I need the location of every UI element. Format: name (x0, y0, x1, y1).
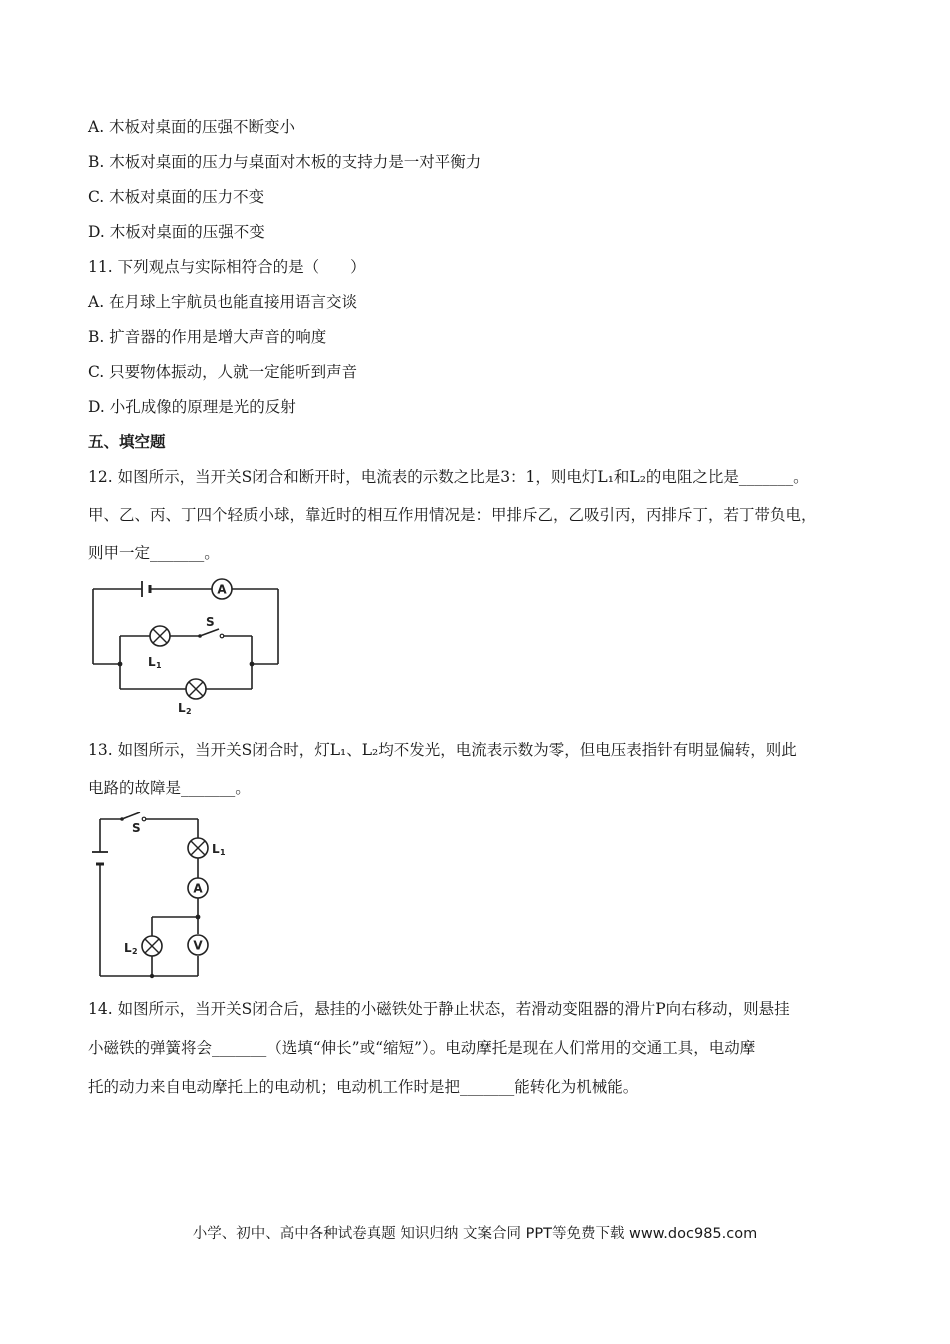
question-12-line-2: 甲、乙、丙、丁四个轻质小球，靠近时的相互作用情况是：甲排斥乙，乙吸引丙，丙排斥丁，若丁带负电， (88, 506, 817, 524)
lamp-l2-label: L (178, 701, 186, 715)
page-footer: 小学、初中、高中各种试卷真题 知识归纳 文案合同 PPT等免费下载 www.doc985.com (192, 1226, 758, 1242)
question-14-line-2: 小磁铁的弹簧将会_______（选填“伸长”或“缩短”）。电动摩托是现在人们常用的交通工具，电动摩 (88, 1039, 756, 1057)
lamp-l1-symbol (150, 626, 170, 646)
option-b-q10: B. 木板对桌面的压力与桌面对木板的支持力是一对平衡力 (88, 153, 482, 171)
ammeter-symbol (212, 579, 232, 599)
voltmeter-symbol-q13 (188, 935, 208, 955)
lamp-l2-subscript: 2 (186, 707, 192, 716)
lamp-l2-subscript-q13: 2 (132, 947, 138, 956)
question-13-line-1: 13. 如图所示，当开关S闭合时，灯L₁、L₂均不发光，电流表示数为零，但电压表指针有明显偏转，则此 (88, 741, 797, 759)
lamp-l1-label-q13: L (212, 842, 220, 856)
switch-label-q13: S (132, 821, 141, 835)
option-c-q10: C. 木板对桌面的压力不变 (88, 188, 265, 206)
option-c-q11: C. 只要物体振动，人就一定能听到声音 (88, 363, 358, 381)
lamp-l1-subscript: 1 (156, 661, 162, 670)
battery-symbol (142, 581, 150, 597)
question-13-line-2: 电路的故障是_______。 (88, 779, 251, 797)
switch-label: S (206, 615, 215, 629)
circuit-diagram-q13 (88, 812, 248, 982)
section-title: 五、填空题 (88, 433, 166, 451)
lamp-l1-subscript-q13: 1 (220, 848, 226, 857)
lamp-l2-symbol (186, 679, 206, 699)
circuit-diagram-q12 (88, 576, 288, 718)
ammeter-label-q13: A (193, 881, 203, 896)
lamp-l2-symbol-q13 (142, 936, 162, 956)
question-11-stem: 11. 下列观点与实际相符合的是（ ） (88, 258, 366, 276)
option-a-q11: A. 在月球上宇航员也能直接用语言交谈 (88, 293, 358, 311)
voltmeter-label-q13: V (193, 938, 203, 953)
ammeter-label: A (217, 582, 227, 597)
question-12-line-3: 则甲一定_______。 (88, 544, 220, 562)
option-a-q10: A. 木板对桌面的压强不断变小 (88, 118, 296, 136)
lamp-l1-symbol-q13 (188, 838, 208, 858)
question-14-line-1: 14. 如图所示，当开关S闭合后，悬挂的小磁铁处于静止状态，若滑动变阻器的滑片P向右移动，则悬挂 (88, 1000, 790, 1018)
question-12-line-1: 12. 如图所示，当开关S闭合和断开时，电流表的示数之比是3：1，则电灯L₁和L₂的电阻之比是_______。 (88, 468, 809, 486)
option-b-q11: B. 扩音器的作用是增大声音的响度 (88, 328, 327, 346)
option-d-q10: D. 木板对桌面的压强不变 (88, 223, 265, 241)
ammeter-symbol-q13 (188, 878, 208, 898)
option-d-q11: D. 小孔成像的原理是光的反射 (88, 398, 296, 416)
battery-symbol-q13 (92, 852, 108, 864)
lamp-l2-label-q13: L (124, 941, 132, 955)
lamp-l1-label: L (148, 655, 156, 669)
question-14-line-3: 托的动力来自电动摩托上的电动机；电动机工作时是把_______能转化为机械能。 (88, 1078, 639, 1096)
